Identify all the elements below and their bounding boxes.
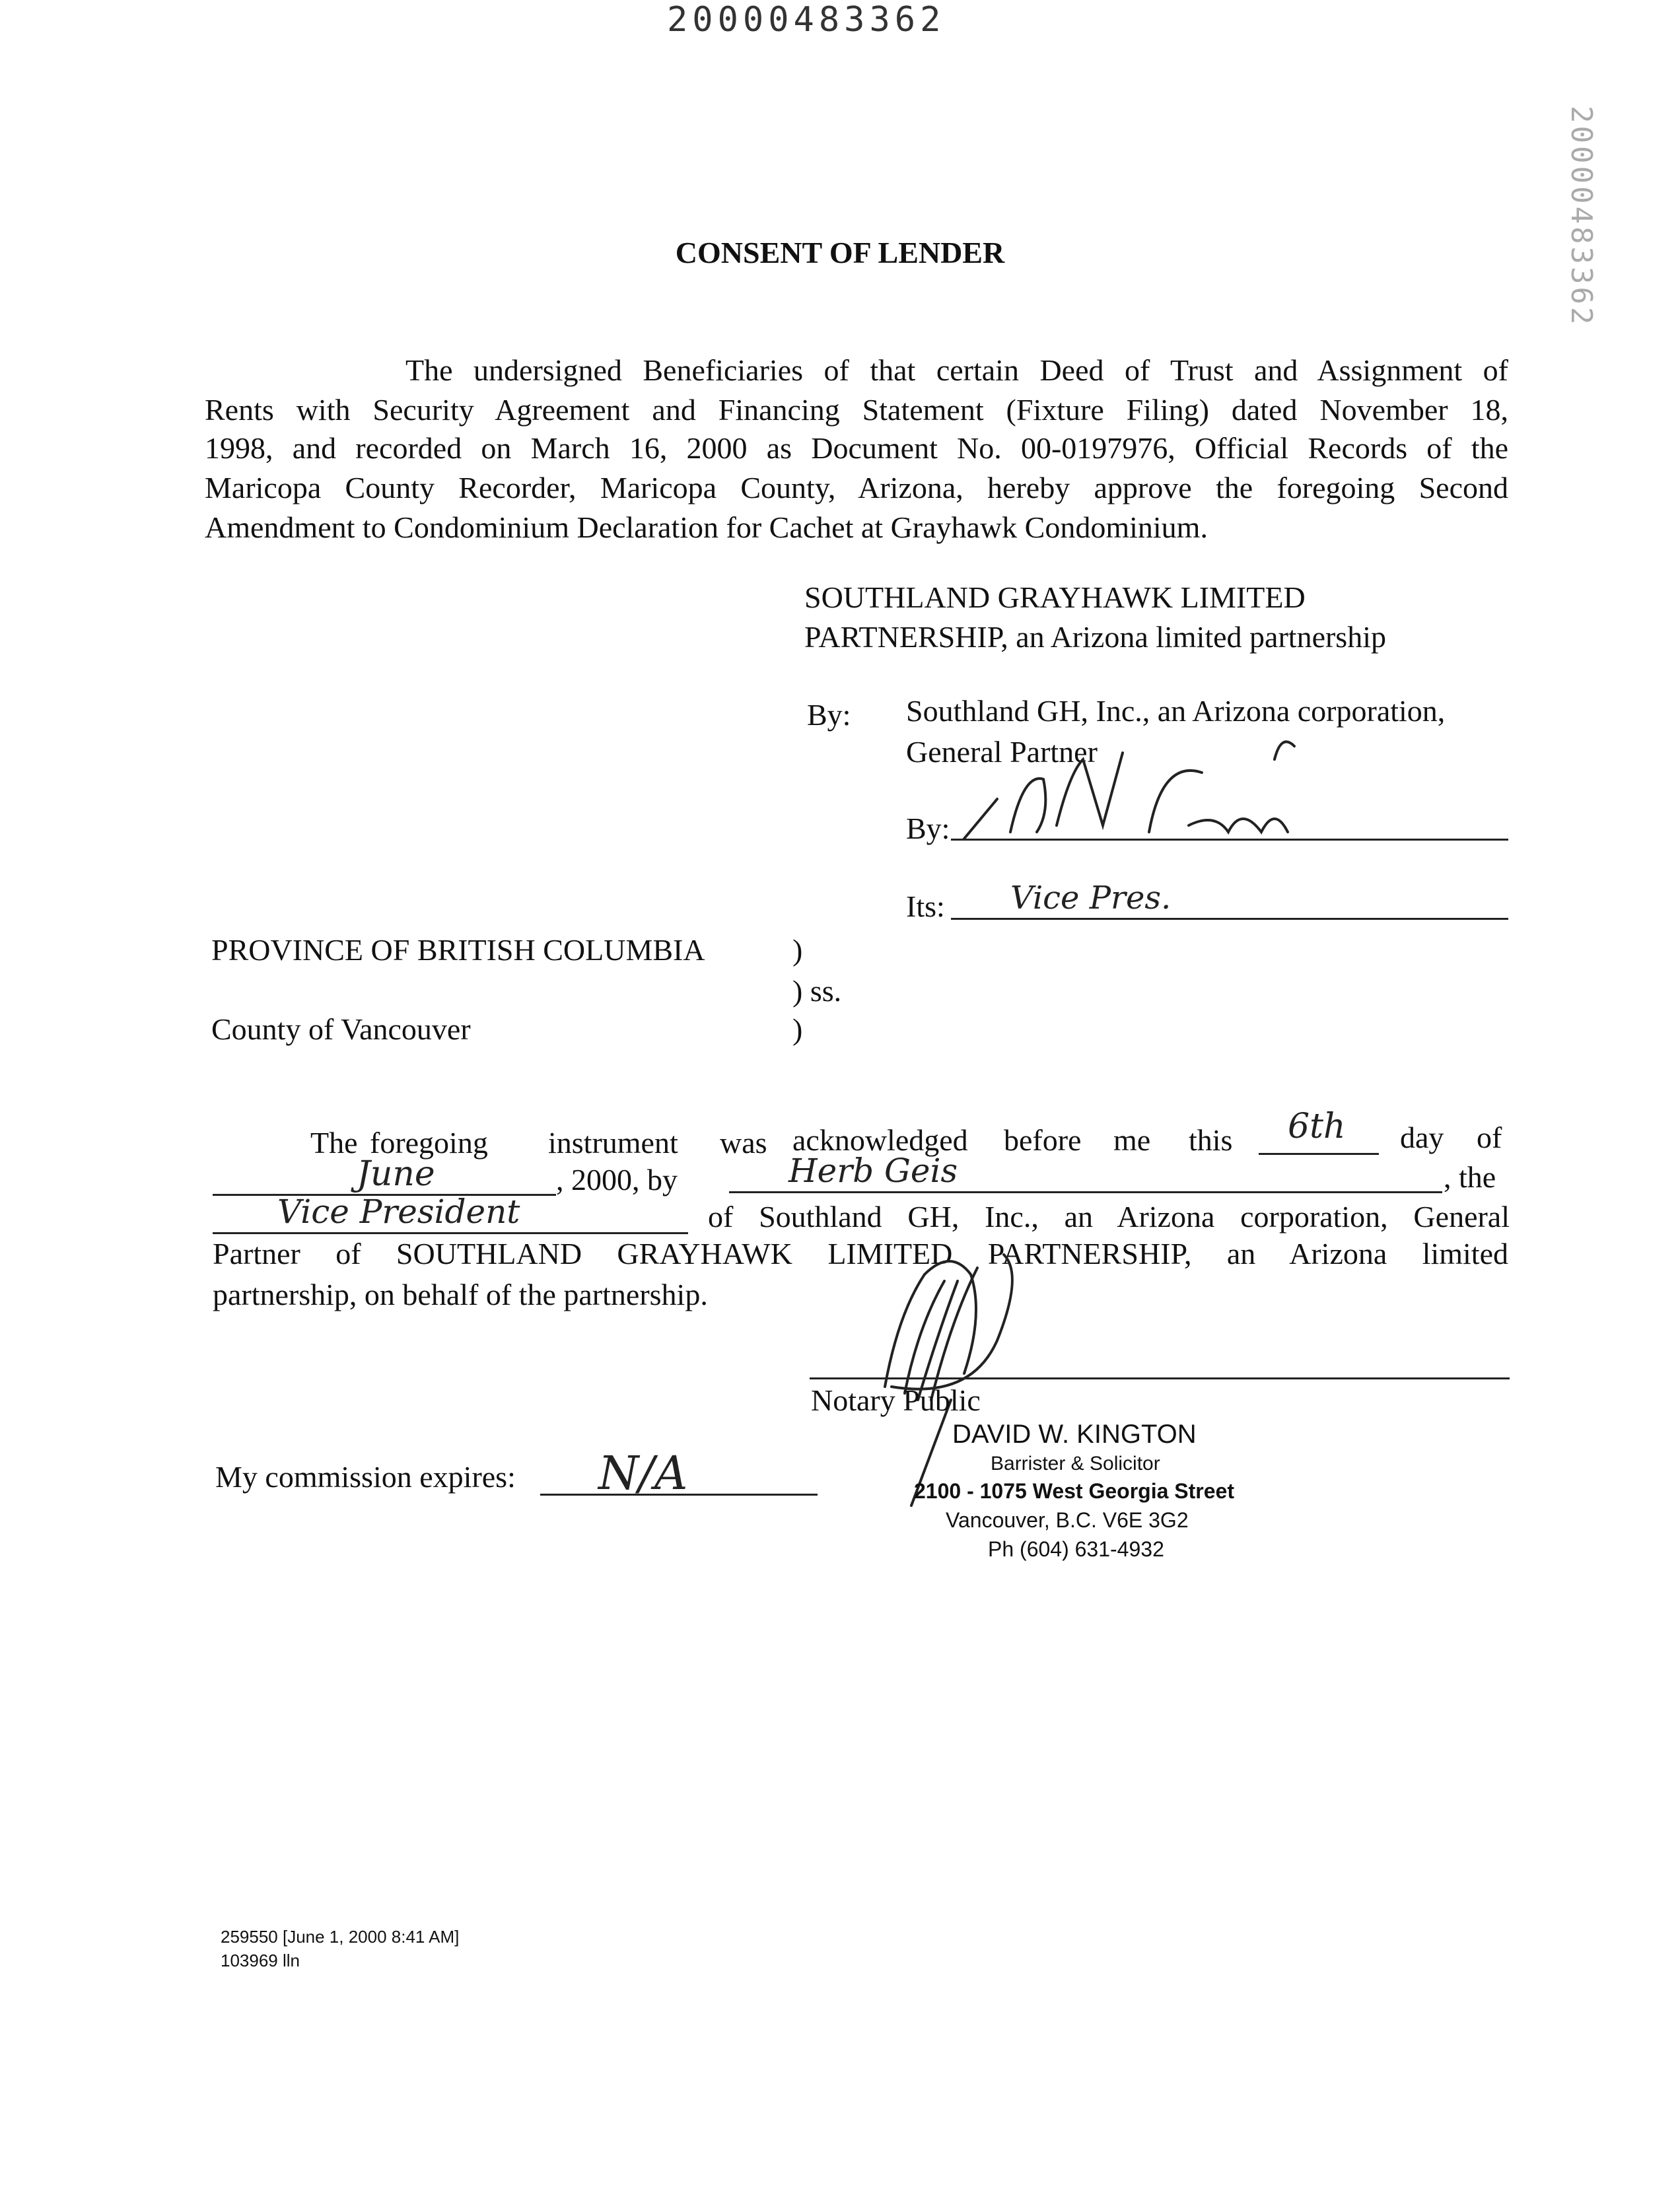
ack-word: was: [720, 1126, 767, 1160]
venue-ss: ) ss.: [792, 974, 842, 1008]
stamp-title: Barrister & Solicitor: [991, 1453, 1160, 1475]
notary-label: Notary Public: [811, 1383, 981, 1417]
paragraph-line: [205, 431, 1508, 466]
paragraph-line: Amendment to Condominium Declaration for Cachet at Grayhawk Condominium.: [205, 510, 1208, 544]
stamp-address1: 2100 - 1075 West Georgia Street: [914, 1479, 1234, 1503]
entity-name-line1: SOUTHLAND GRAYHAWK LIMITED: [804, 580, 1306, 614]
commission-handwritten: N/A: [598, 1446, 688, 1500]
ack-word: acknowledged: [792, 1123, 968, 1157]
venue-paren: ): [792, 933, 803, 967]
ack-word: before: [1004, 1123, 1082, 1157]
entity-name-line2: PARTNERSHIP, an Arizona limited partnership: [804, 620, 1386, 654]
paragraph-line: [205, 392, 1508, 427]
ack-word: The: [310, 1126, 358, 1160]
paragraph-line: [205, 470, 1508, 505]
ack-text: , the: [1444, 1160, 1496, 1194]
commission-label: My commission expires:: [215, 1460, 516, 1494]
ack-word: this: [1189, 1123, 1233, 1157]
ack-word: instrument: [548, 1126, 678, 1160]
ack-word: of: [1477, 1121, 1502, 1154]
day-handwritten: 6th: [1288, 1107, 1346, 1146]
side-stamp: 20000483362: [1564, 106, 1598, 328]
document-title: CONSENT OF LENDER: [675, 236, 1005, 269]
footer-line1: 259550 [June 1, 2000 8:41 AM]: [221, 1927, 460, 1947]
its-line: [951, 918, 1508, 920]
signature-scribble: [951, 733, 1413, 852]
venue-province: PROVINCE OF BRITISH COLUMBIA: [211, 933, 705, 967]
by-entity-line1: Southland GH, Inc., an Arizona corporation,: [906, 694, 1446, 728]
paragraph-text: Maricopa County Recorder, Maricopa County, Arizona, hereby approve the foregoing Second: [205, 471, 1508, 504]
ack-text: of Southland GH, Inc., an Arizona corporation, General: [708, 1200, 1510, 1233]
document-number: 20000483362: [667, 0, 946, 40]
month-handwritten: June: [357, 1154, 435, 1194]
ack-word: day: [1400, 1121, 1444, 1154]
name-line: [729, 1191, 1442, 1193]
venue-paren: ): [792, 1012, 803, 1046]
ack-line: [708, 1199, 1510, 1234]
signature-by-label: By:: [906, 812, 950, 845]
footer-line2: 103969 lln: [221, 1951, 300, 1970]
ack-line: [213, 1236, 1508, 1271]
ack-word: me: [1113, 1123, 1151, 1157]
paragraph-text: 1998, and recorded on March 16, 2000 as Document No. 00-0197976, Official Records of the: [205, 431, 1508, 465]
stamp-name: DAVID W. KINGTON: [952, 1420, 1197, 1449]
stamp-phone: Ph (604) 631-4932: [988, 1537, 1164, 1561]
paragraph-line: [405, 353, 1508, 388]
ack-word: foregoing: [370, 1126, 488, 1160]
by-label: By:: [807, 698, 851, 732]
title-handwritten: Vice President: [277, 1193, 520, 1231]
day-line: [1259, 1153, 1379, 1155]
paragraph-text: The undersigned Beneficiaries of that certain Deed of Trust and Assignment of: [405, 353, 1508, 387]
stamp-address2: Vancouver, B.C. V6E 3G2: [946, 1508, 1189, 1532]
ack-text: Partner of SOUTHLAND GRAYHAWK LIMITED PARTNERSHIP, an Arizona limited: [213, 1237, 1508, 1270]
title-line: [213, 1232, 688, 1234]
name-handwritten: Herb Geis: [788, 1152, 958, 1190]
paragraph-text: Rents with Security Agreement and Financing Statement (Fixture Filing) dated November 18,: [205, 393, 1508, 427]
venue-county: County of Vancouver: [211, 1012, 471, 1046]
its-label: Its:: [906, 889, 945, 923]
its-handwritten: Vice Pres.: [1010, 880, 1172, 917]
ack-line: partnership, on behalf of the partnership.: [213, 1278, 708, 1311]
ack-text: , 2000, by: [556, 1163, 678, 1197]
by-entity-line2: General Partner: [906, 735, 1098, 769]
